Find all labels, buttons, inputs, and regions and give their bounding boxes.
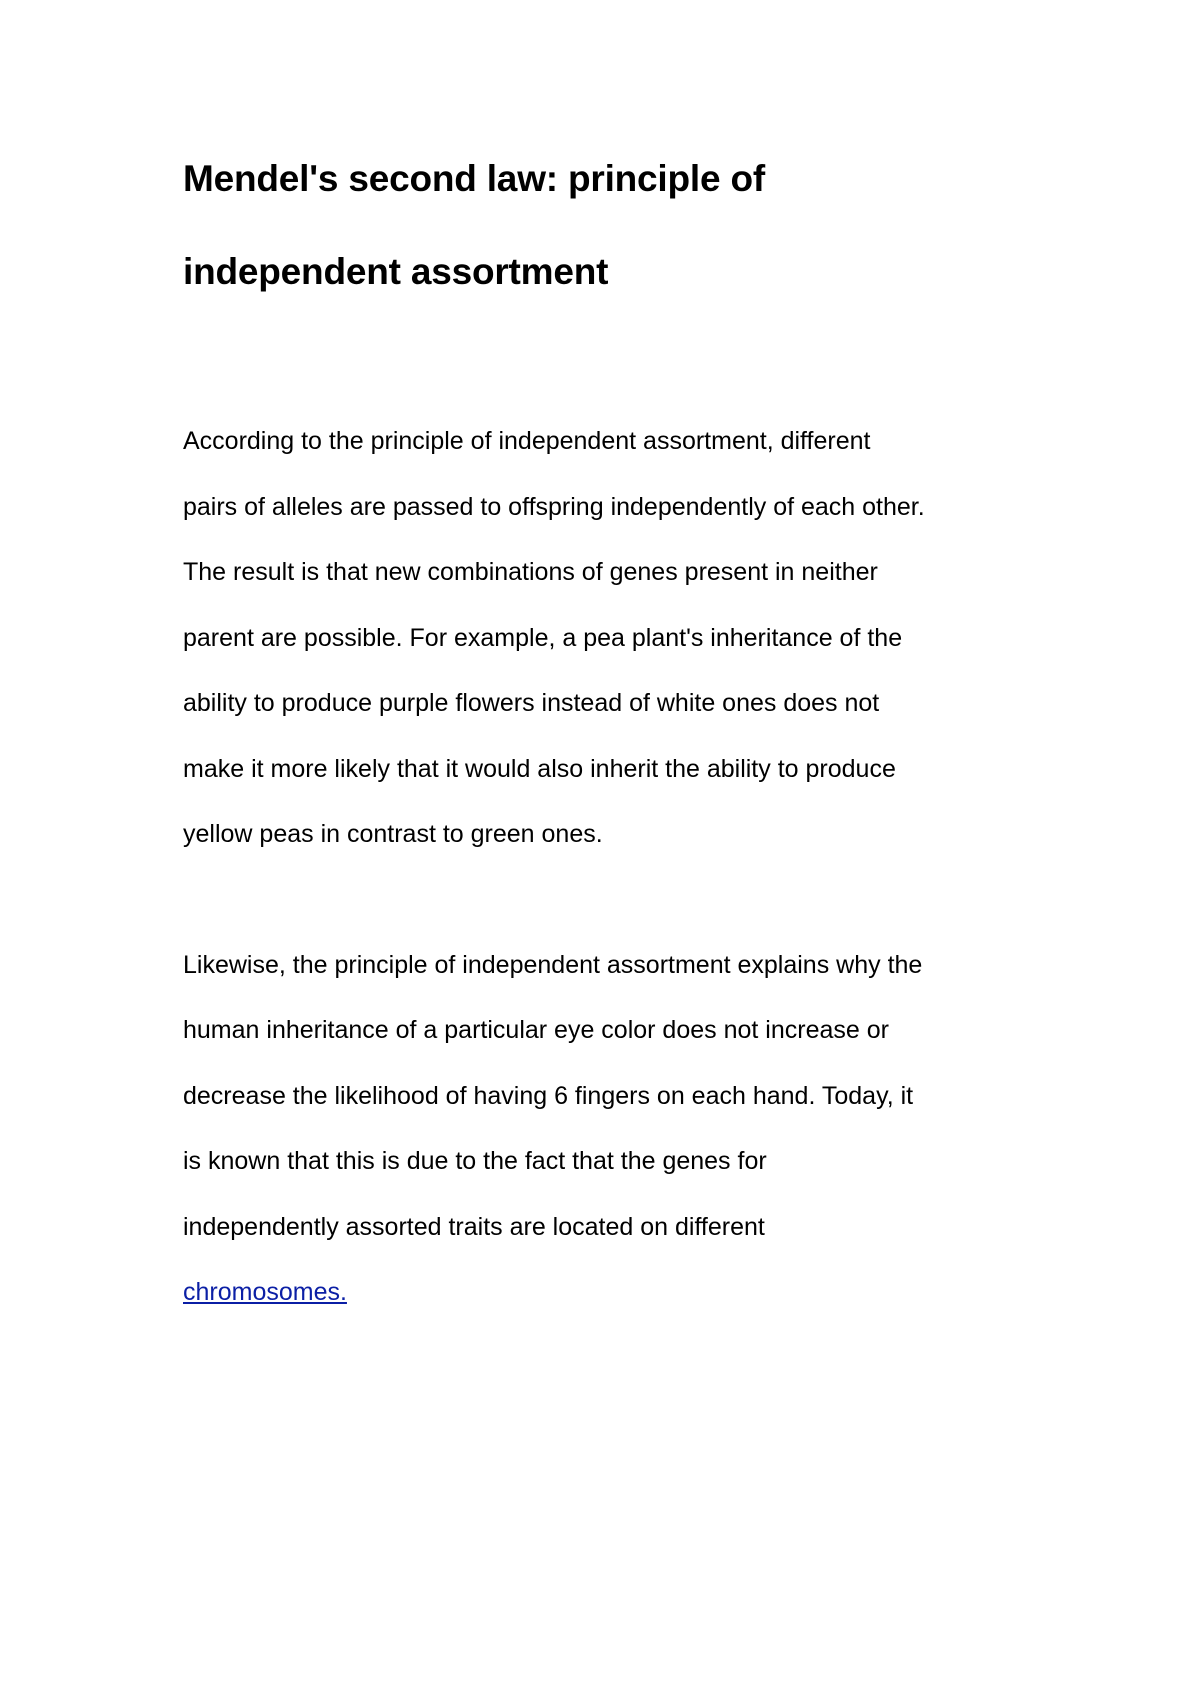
paragraph-line: The result is that new combinations of genes present in neither — [183, 558, 878, 586]
paragraph-line: yellow peas in contrast to green ones. — [183, 820, 603, 848]
paragraph-line: According to the principle of independent assortment, different — [183, 427, 871, 455]
paragraph-line-link — [183, 1260, 1063, 1326]
paragraph-line: independently assorted traits are located on different — [183, 1212, 765, 1241]
chromosomes-link[interactable]: chromosomes. — [183, 1278, 347, 1306]
title-line: independent assortment — [183, 251, 609, 292]
paragraph-line: Likewise, the principle of independent assortment explains why the — [183, 950, 923, 979]
paragraph-line: ability to produce purple flowers instead of white ones does not — [183, 689, 880, 717]
paragraph-eye-color-example — [183, 933, 1063, 1326]
paragraph-independent-assortment — [183, 409, 1063, 868]
paragraph-line: make it more likely that it would also inherit the ability to produce — [183, 754, 896, 783]
paragraph-line: parent are possible. For example, a pea plant's inheritance of the — [183, 623, 903, 652]
paragraph-line: human inheritance of a particular eye color does not increase or — [183, 1016, 889, 1044]
paragraph-line: pairs of alleles are passed to offspring independently of each other. — [183, 492, 925, 521]
document-title — [183, 132, 1063, 318]
paragraph-line: decrease the likelihood of having 6 fingers on each hand. Today, it — [183, 1081, 914, 1110]
title-line: Mendel's second law: principle of — [183, 158, 765, 199]
document-content — [183, 132, 1063, 1326]
paragraph-line: is known that this is due to the fact that the genes for — [183, 1147, 767, 1175]
